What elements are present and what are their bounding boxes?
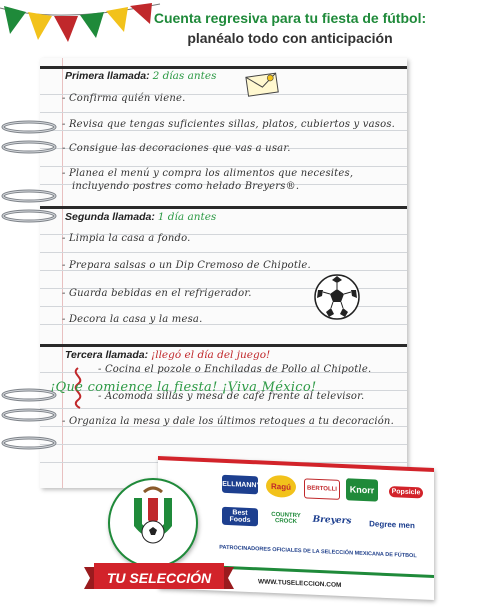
section-title-1: Primera llamada: 2 días antes (65, 70, 217, 82)
list-item: - Decora la casa y la mesa. (62, 314, 203, 325)
section-title-2: Segunda llamada: 1 día antes (65, 211, 217, 223)
list-item: - Organiza la mesa y dale los últimos retoques a tu decoración. (62, 416, 394, 427)
ribbon-label: TU SELECCIÓN (106, 570, 212, 586)
spiral-ring (0, 386, 58, 404)
sponsor-logo: HELLMANN'S (222, 475, 258, 495)
team-crest (108, 478, 198, 568)
spiral-ring (0, 406, 58, 424)
envelope-doodle (244, 70, 282, 98)
section-accent-1: 2 días antes (152, 70, 217, 82)
list-item: incluyendo postres como helado Breyers®. (72, 181, 300, 192)
spiral-ring (0, 138, 58, 156)
notebook-page (40, 58, 407, 488)
list-item: - Limpia la casa a fondo. (62, 233, 191, 244)
website-link[interactable]: WWW.TUSELECCION.COM (258, 578, 342, 589)
spiral-ring (0, 434, 58, 452)
header-title: Cuenta regresiva para tu fiesta de fútbol: (153, 10, 427, 26)
sponsor-logo: Knorr (346, 478, 378, 501)
list-item: - Prepara salsas o un Dip Cremoso de Chipotle. (62, 260, 311, 271)
list-item: - Cocina el pozole o Enchiladas de Pollo al Chipotle. (98, 364, 372, 375)
list-item: - Revisa que tengas suficientes sillas, platos, cubiertos y vasos. (62, 119, 396, 130)
sponsor-logo: BERTOLLI (304, 478, 340, 500)
sponsor-logo: Degree men (364, 515, 420, 533)
header-subtitle: planéalo todo con anticipación (187, 30, 393, 46)
list-item: - Planea el menú y compra los alimentos que necesites, (62, 168, 354, 179)
section-accent-2: 1 día antes (157, 211, 217, 223)
section-divider (40, 344, 407, 347)
sponsor-logo: Breyers (314, 511, 350, 531)
list-item: - Consigue las decoraciones que vas a usar. (62, 143, 291, 154)
spiral-ring (0, 118, 58, 136)
list-item: - Acomoda sillas y mesa de café frente al televisor. (98, 391, 365, 402)
cheer-text: ¡Que comience la fiesta! ¡Viva México! (50, 380, 317, 395)
soccer-ball-icon (312, 272, 362, 322)
list-item: - Guarda bebidas en el refrigerador. (62, 288, 252, 299)
crest-emblem-icon (110, 480, 196, 566)
section-divider (40, 66, 407, 69)
section-accent-3: ¡llegó el día del juego! (151, 349, 271, 361)
sponsor-note: PATROCINADORES OFICIALES DE LA SELECCIÓN MEXICANA DE FÚTBOL (219, 544, 417, 560)
sponsor-logo: Best Foods (222, 507, 258, 527)
list-item: - Confirma quién viene. (62, 93, 186, 104)
sponsor-logo: COUNTRY CROCK (264, 509, 308, 529)
spiral-ring (0, 207, 58, 225)
spiral-ring (0, 187, 58, 205)
section-divider (40, 206, 407, 209)
sponsor-logo: Ragú (266, 475, 296, 498)
section-title-3: Tercera llamada: ¡llegó el día del juego! (65, 349, 271, 361)
sponsor-logo: Popsicle (386, 482, 426, 502)
